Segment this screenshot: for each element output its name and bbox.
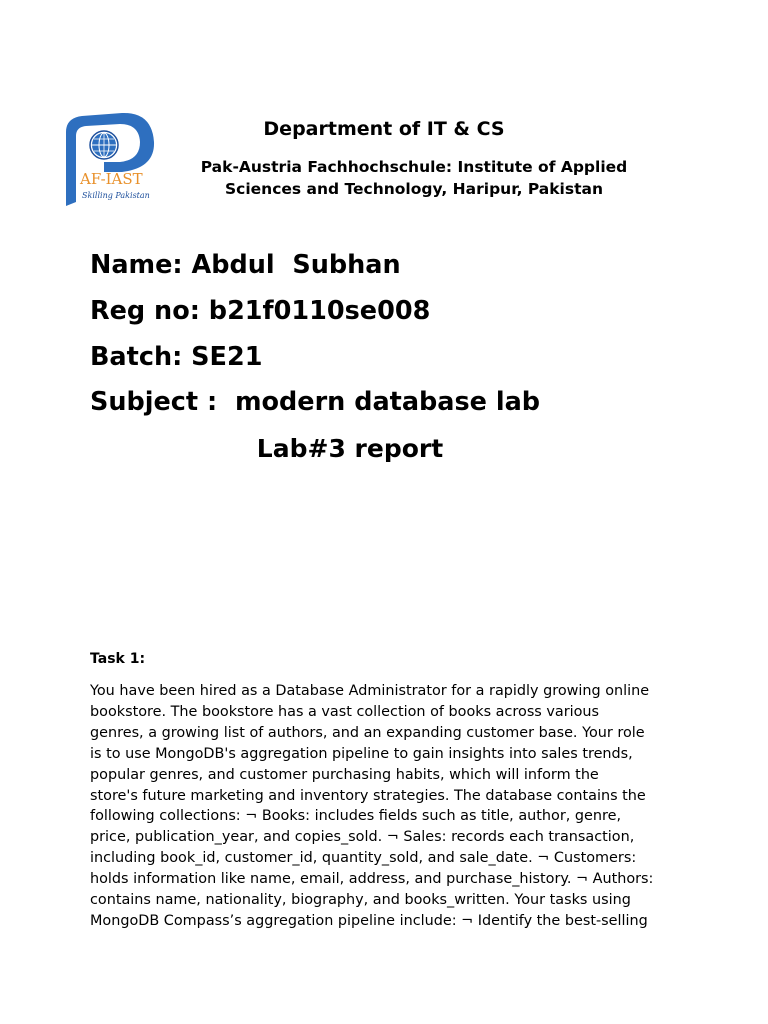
task-line: is to use MongoDB's aggregation pipeline to gain insights into sales trends, [90,745,633,762]
report-title: Lab#3 report [256,434,444,463]
logo-tagline: Skilling Pakistan [82,191,150,200]
institute-line-2: Sciences and Technology, Haripur, Pakistan [224,180,604,198]
task-line: following collections: ¬ Books: includes fields such as title, author, genre, [90,808,622,825]
registration-number: Reg no: b21f0110se008 [90,296,431,326]
task-line: including book_id, customer_id, quantity_sold, and sale_date. ¬ Customers: [90,850,637,867]
logo-text: AF-IAST [80,170,143,188]
institute-name [170,156,658,200]
task-line: price, publication_year, and copies_sold. ¬ Sales: records each transaction, [90,829,635,846]
student-name: Name: Abdul Subhan [90,250,401,280]
batch: Batch: SE21 [90,342,263,372]
task-line: holds information like name, email, address, and purchase_history. ¬ Authors: [90,871,654,888]
task-line: store's future marketing and inventory strategies. The database contains the [90,787,646,804]
task-title: Task 1: [90,651,146,667]
task-line: contains name, nationality, biography, and books_written. Your tasks using [90,892,631,909]
department-heading [0,118,768,140]
institute-line-1: Pak-Austria Fachhochschule: Institute of Applied [200,158,628,176]
subject: Subject : modern database lab [90,387,541,417]
task-line: MongoDB Compass’s aggregation pipeline include: ¬ Identify the best-selling [90,912,648,929]
task-line: You have been hired as a Database Administrator for a rapidly growing online [90,683,650,699]
task-line: genres, a growing list of authors, and an expanding customer base. Your role [90,724,645,741]
task-line: bookstore. The bookstore has a vast collection of books across various [90,703,600,720]
task-line: popular genres, and customer purchasing habits, which will inform the [90,766,599,783]
task-description [90,681,690,932]
department-label: Department of IT & CS [263,118,505,140]
